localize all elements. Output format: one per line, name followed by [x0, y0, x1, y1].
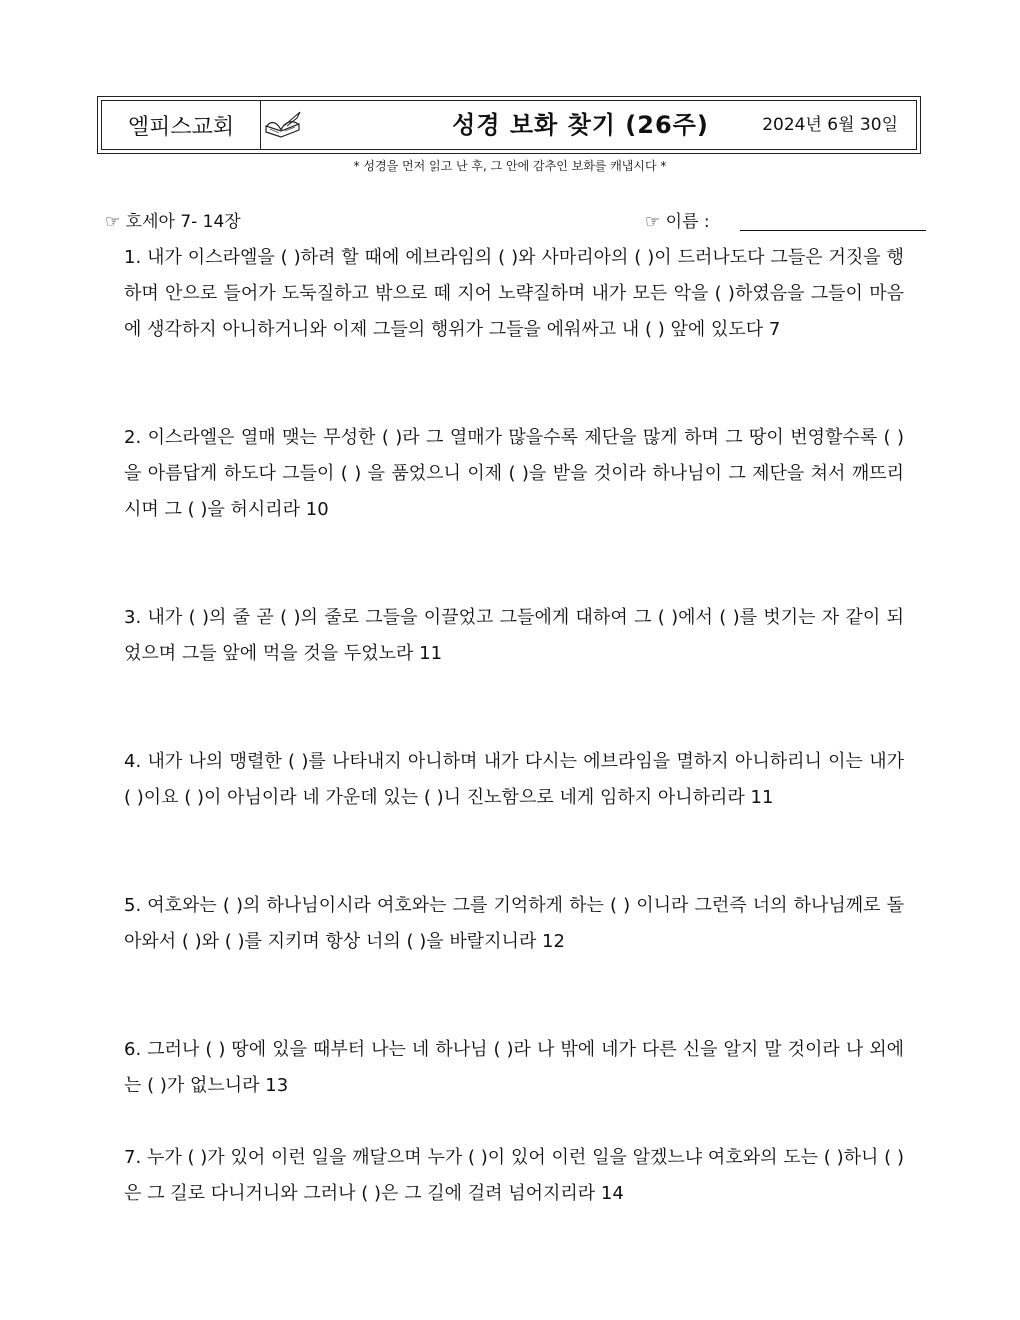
question-6: 6. 그러나 ( ) 땅에 있을 때부터 나는 네 하나님 ( )라 나 밖에 네가 다른 신을 알지 말 것이라 나 외에는 ( )가 없느니라 13: [124, 1039, 904, 1096]
worksheet-date: 2024년 6월 30일: [762, 115, 898, 135]
question-1: 1. 내가 이스라엘을 ( )하려 할 때에 에브라임의 ( )와 사마리아의 ( )이 드러나도다 그들은 거짓을 행하며 안으로 들어가 도둑질하고 밖으로 떼 지어 노략질하며 내가 모든 악을 ( )하였음을 그들이 마음에 생각하지 아니하거니와 이제 그들의 행위가 그들을 에워싸고 내 ( ) 앞에 있도다 7: [124, 247, 904, 340]
instruction-subtitle: * 성경을 먼저 읽고 난 후, 그 안에 감추인 보화를 캐냅시다 *: [353, 159, 667, 173]
header-inner-border: [101, 100, 917, 150]
question-7: 7. 누가 ( )가 있어 이런 일을 깨달으며 누가 ( )이 있어 이런 일을 알겠느냐 여호와의 도는 ( )하니 ( )은 그 길로 다니거니와 그러나 ( )은 그 길에 걸려 넘어지리라 14: [124, 1147, 904, 1204]
page-title: 성경 보화 찾기 (26주): [452, 111, 709, 139]
name-blank-line[interactable]: [740, 230, 926, 231]
worksheet-header: [97, 96, 921, 154]
question-5: 5. 여호와는 ( )의 하나님이시라 여호와는 그를 기억하게 하는 ( ) 이니라 그런즉 너의 하나님께로 돌아와서 ( )와 ( )를 지키며 항상 너의 ( )을 바랄지니라 12: [124, 895, 904, 952]
passage-reference: ☞ 호세아 7- 14장: [105, 212, 241, 232]
name-label: ☞ 이름 :: [645, 212, 710, 232]
church-name: 엘피스교회: [102, 101, 261, 149]
open-bible-quill-icon: [261, 101, 305, 149]
question-3: 3. 내가 ( )의 줄 곧 ( )의 줄로 그들을 이끌었고 그들에게 대하여 그 ( )에서 ( )를 벗기는 자 같이 되었으며 그들 앞에 먹을 것을 두었노라 11: [124, 607, 904, 664]
question-4: 4. 내가 나의 맹렬한 ( )를 나타내지 아니하며 내가 다시는 에브라임을 멸하지 아니하리니 이는 내가 ( )이요 ( )이 아님이라 네 가운데 있는 ( )니 진노함으로 네게 임하지 아니하리라 11: [124, 751, 904, 808]
question-2: 2. 이스라엘은 열매 맺는 무성한 ( )라 그 열매가 많을수록 제단을 많게 하며 그 땅이 번영할수록 ( )을 아름답게 하도다 그들이 ( ) 을 품었으니 이제 ( )을 받을 것이라 하나님이 그 제단을 쳐서 깨뜨리시며 그 ( )을 허시리라 10: [124, 427, 904, 520]
